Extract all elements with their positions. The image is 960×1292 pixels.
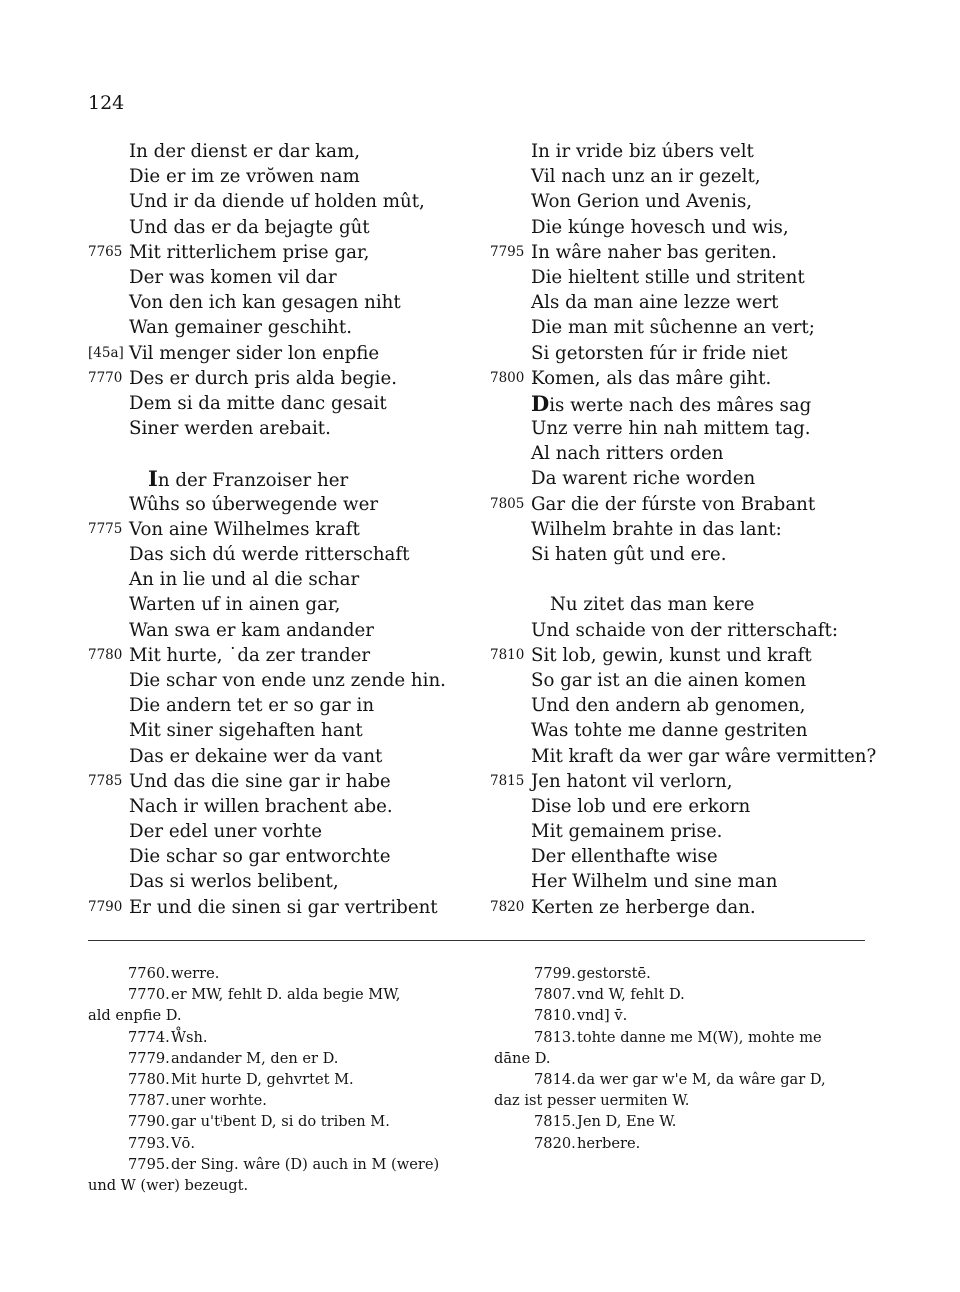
note-text: da wer gar w'e M, da wâre gar D, bbox=[577, 1071, 826, 1089]
note-text: der Sing. wâre (D) auch in M (were) bbox=[171, 1155, 440, 1173]
verse-text: Das er dekaine wer da vant bbox=[129, 745, 383, 767]
verse-line bbox=[490, 366, 885, 391]
verse-line bbox=[490, 240, 885, 265]
verse-line bbox=[490, 718, 885, 743]
verse-text: Was tohte me danne gestriten bbox=[531, 720, 808, 742]
verse-line bbox=[88, 844, 483, 869]
verse-line bbox=[88, 869, 483, 894]
verse-text: Mit siner sigehaften hant bbox=[129, 720, 363, 742]
verse-text: Gar die der fúrste von Brabant bbox=[531, 493, 816, 515]
verse-line bbox=[490, 441, 885, 466]
note-text: uner worhte. bbox=[171, 1092, 267, 1110]
verse-text: Si getorsten fúr ir fride niet bbox=[531, 342, 788, 364]
verse-text: Das si werlos belibent, bbox=[129, 871, 339, 893]
verse-line bbox=[490, 769, 885, 794]
verse-text: Siner werden arebait. bbox=[129, 418, 331, 440]
note-text: Mit hurte D, gehvrtet M. bbox=[171, 1071, 354, 1089]
verse-line bbox=[490, 895, 885, 920]
verse-text: Die er im ze vrŏwen nam bbox=[129, 166, 360, 188]
verse-text: Komen, als das mâre giht. bbox=[531, 367, 772, 389]
verse-text: Mit gemainem prise. bbox=[531, 821, 723, 843]
line-number: 7775 bbox=[88, 520, 123, 537]
note-text: werre. bbox=[171, 965, 220, 982]
verse-text: Und schaide von der ritterschaft: bbox=[531, 619, 838, 641]
note-line-ref: 7815. bbox=[534, 1113, 576, 1131]
verse-line bbox=[490, 517, 885, 542]
verse-line bbox=[490, 215, 885, 240]
verse-line bbox=[88, 618, 483, 643]
verse-text: Vil nach unz an ir gezelt, bbox=[531, 166, 761, 188]
verse-text: Der edel uner vorhte bbox=[129, 821, 322, 843]
verse-line bbox=[490, 643, 885, 668]
page-number: 124 bbox=[88, 92, 125, 114]
verse-line bbox=[88, 895, 483, 920]
note-line-ref: 7793. bbox=[128, 1134, 170, 1152]
verse-line bbox=[490, 592, 885, 617]
note-line-ref: 7814. bbox=[534, 1071, 576, 1089]
verse-text: Von den ich kan gesagen niht bbox=[129, 292, 401, 314]
note-text-continued: und W (wer) bezeugt. bbox=[88, 1177, 249, 1195]
verse-text: Die schar von ende unz zende hin. bbox=[129, 669, 446, 691]
note-text: vnd W, fehlt D. bbox=[577, 986, 685, 1004]
apparatus-notes-right bbox=[494, 963, 879, 1154]
verse-line bbox=[88, 391, 483, 416]
verse-text: Da warent riche worden bbox=[531, 468, 756, 490]
verse-line bbox=[88, 643, 483, 668]
verse-line bbox=[490, 693, 885, 718]
verse-text: Mit ritterlichem prise gar, bbox=[129, 241, 370, 263]
verse-text: Und den andern ab genomen, bbox=[531, 695, 806, 717]
verse-text: Der was komen vil dar bbox=[129, 266, 337, 288]
verse-line bbox=[88, 744, 483, 769]
verse-line bbox=[88, 592, 483, 617]
verse-text: Wilhelm brahte in das lant: bbox=[531, 518, 782, 540]
apparatus-note bbox=[88, 1069, 473, 1090]
verse-line bbox=[490, 567, 885, 592]
verse-text: Sit lob, gewin, kunst und kraft bbox=[531, 644, 812, 666]
apparatus-notes-left bbox=[88, 963, 473, 1196]
line-number: 7810 bbox=[490, 646, 525, 663]
verse-text: Her Wilhelm und sine man bbox=[531, 871, 778, 893]
verse-text: Und ir da diende uf holden mût, bbox=[129, 191, 425, 213]
apparatus-note bbox=[88, 984, 473, 1026]
verse-text-rest: n der Franzoiser her bbox=[157, 470, 349, 492]
note-line-ref: 7780. bbox=[128, 1071, 170, 1089]
note-line-ref: 7810. bbox=[534, 1007, 576, 1025]
note-line-ref: 7813. bbox=[534, 1028, 576, 1046]
apparatus-note bbox=[494, 1005, 879, 1026]
apparatus-note bbox=[88, 1133, 473, 1154]
verse-line bbox=[490, 391, 885, 416]
line-number: 7785 bbox=[88, 772, 123, 789]
note-text: herbere. bbox=[577, 1134, 641, 1152]
note-text: Vō. bbox=[171, 1134, 195, 1152]
verse-text: Al nach ritters orden bbox=[531, 443, 724, 465]
line-number: [45a] bbox=[88, 344, 124, 361]
verse-text bbox=[531, 391, 811, 418]
line-number: 7780 bbox=[88, 646, 123, 663]
verse-line bbox=[88, 693, 483, 718]
verse-line bbox=[88, 441, 483, 466]
initial-letter: D bbox=[531, 390, 550, 416]
verse-line bbox=[88, 189, 483, 214]
line-number: 7800 bbox=[490, 369, 525, 386]
verse-line bbox=[490, 819, 885, 844]
verse-line bbox=[490, 844, 885, 869]
verse-line bbox=[490, 618, 885, 643]
note-text: er MW, fehlt D. alda begie MW, bbox=[171, 986, 401, 1004]
initial-letter: I bbox=[148, 466, 158, 492]
verse-text: Der ellenthafte wise bbox=[531, 846, 718, 868]
verse-text: An in lie und al die schar bbox=[129, 569, 360, 591]
note-text: W̊sh. bbox=[171, 1028, 208, 1046]
verse-line bbox=[88, 341, 483, 366]
line-number: 7770 bbox=[88, 369, 123, 386]
note-text: gestorstē. bbox=[577, 965, 651, 982]
apparatus-note bbox=[494, 1133, 879, 1154]
verse-text: So gar ist an die ainen komen bbox=[531, 669, 807, 691]
apparatus-note bbox=[88, 1111, 473, 1132]
note-line-ref: 7807. bbox=[534, 986, 576, 1004]
note-line-ref: 7820. bbox=[534, 1134, 576, 1152]
note-line-ref: 7790. bbox=[128, 1113, 170, 1131]
note-line-ref: 7795. bbox=[128, 1155, 170, 1173]
verse-text: Die andern tet er so gar in bbox=[129, 695, 375, 717]
apparatus-note bbox=[88, 963, 473, 984]
verse-text: Und das er da bejagte gût bbox=[129, 216, 370, 238]
verse-line bbox=[490, 139, 885, 164]
verse-text: Von aine Wilhelmes kraft bbox=[129, 518, 360, 540]
line-number: 7815 bbox=[490, 772, 525, 789]
note-line-ref: 7770. bbox=[128, 986, 170, 1004]
verse-text: Mit kraft da wer gar wâre vermitten? bbox=[531, 745, 877, 767]
apparatus-note bbox=[494, 1069, 879, 1111]
verse-line bbox=[88, 668, 483, 693]
apparatus-note bbox=[88, 1027, 473, 1048]
note-text: tohte danne me M(W), mohte me bbox=[577, 1028, 822, 1046]
verse-line bbox=[88, 492, 483, 517]
verse-text: Des er durch pris alda begie. bbox=[129, 367, 398, 389]
line-number: 7795 bbox=[490, 243, 525, 260]
verse-line bbox=[88, 769, 483, 794]
verse-text: Won Gerion und Avenis, bbox=[531, 191, 753, 213]
verse-text: Si haten gût und ere. bbox=[531, 544, 727, 565]
verse-line bbox=[88, 215, 483, 240]
verse-text: Warten uf in ainen gar, bbox=[129, 594, 341, 616]
verse-text bbox=[148, 466, 348, 493]
verse-text: Jen hatont vil verlorn, bbox=[531, 770, 733, 792]
verse-text: Nach ir willen brachent abe. bbox=[129, 795, 393, 817]
verse-text: Nu zitet das man kere bbox=[550, 594, 755, 616]
verse-line bbox=[88, 718, 483, 743]
verse-text: Die hieltent stille und stritent bbox=[531, 266, 805, 288]
verse-text: Kerten ze herberge dan. bbox=[531, 896, 756, 918]
verse-line bbox=[88, 265, 483, 290]
verse-line bbox=[88, 164, 483, 189]
apparatus-note bbox=[494, 984, 879, 1005]
footnote-divider bbox=[88, 940, 865, 941]
verse-line bbox=[490, 794, 885, 819]
note-text: gar u'tⁱbent D, si do triben M. bbox=[171, 1113, 390, 1131]
note-text: Jen D, Ene W. bbox=[577, 1113, 677, 1131]
verse-text: Mit hurte, ˙da zer trander bbox=[129, 644, 371, 666]
line-number: 7765 bbox=[88, 243, 123, 260]
apparatus-note bbox=[88, 1154, 473, 1196]
note-line-ref: 7774. bbox=[128, 1028, 170, 1046]
verse-text: Die schar so gar entworchte bbox=[129, 846, 391, 868]
verse-line bbox=[88, 240, 483, 265]
apparatus-note bbox=[494, 1027, 879, 1069]
verse-text: Er und die sinen si gar vertribent bbox=[129, 896, 438, 918]
verse-line bbox=[490, 466, 885, 491]
verse-text: Die man mit sûchenne an vert; bbox=[531, 317, 815, 339]
line-number: 7820 bbox=[490, 898, 525, 915]
apparatus-note bbox=[88, 1048, 473, 1069]
verse-line bbox=[490, 492, 885, 517]
verse-line bbox=[490, 265, 885, 290]
note-line-ref: 7799. bbox=[534, 965, 576, 982]
verse-text: Wan swa er kam andander bbox=[129, 619, 374, 641]
verse-line bbox=[88, 542, 483, 567]
verse-text: Die kúnge hovesch und wis, bbox=[531, 216, 789, 238]
verse-line bbox=[490, 290, 885, 315]
verse-text-rest: is werte nach des mâres sag bbox=[549, 394, 812, 416]
line-number: 7805 bbox=[490, 495, 525, 512]
note-text-continued: daz ist pesser uermiten W. bbox=[494, 1092, 690, 1110]
verse-text: Unz verre hin nah mittem tag. bbox=[531, 418, 811, 440]
verse-line bbox=[88, 366, 483, 391]
verse-column-right bbox=[490, 139, 885, 920]
verse-text: In der dienst er dar kam, bbox=[129, 141, 361, 162]
verse-text: Dem si da mitte danc gesait bbox=[129, 392, 387, 414]
verse-line bbox=[88, 416, 483, 441]
verse-text: Wûhs so úberwegende wer bbox=[129, 493, 379, 515]
line-number: 7790 bbox=[88, 898, 123, 915]
verse-line bbox=[490, 164, 885, 189]
apparatus-note bbox=[88, 1090, 473, 1111]
verse-line bbox=[88, 139, 483, 164]
note-text: vnd] v̄. bbox=[577, 1007, 628, 1025]
verse-line bbox=[490, 416, 885, 441]
verse-line bbox=[490, 869, 885, 894]
verse-line bbox=[88, 466, 483, 491]
verse-text: Vil menger sider lon enpfie bbox=[129, 342, 380, 364]
verse-line bbox=[88, 517, 483, 542]
verse-line bbox=[88, 567, 483, 592]
verse-line bbox=[490, 189, 885, 214]
verse-line bbox=[88, 819, 483, 844]
verse-line bbox=[490, 744, 885, 769]
verse-text: Und das die sine gar ir habe bbox=[129, 770, 391, 792]
verse-line bbox=[88, 794, 483, 819]
verse-line bbox=[490, 542, 885, 567]
verse-line bbox=[88, 290, 483, 315]
verse-text: In ir vride biz úbers velt bbox=[531, 141, 754, 162]
verse-text: Das sich dú werde ritterschaft bbox=[129, 544, 410, 565]
verse-column-left bbox=[88, 139, 483, 920]
verse-text: Wan gemainer geschiht. bbox=[129, 317, 352, 339]
verse-text: Dise lob und ere erkorn bbox=[531, 795, 751, 817]
note-line-ref: 7779. bbox=[128, 1049, 170, 1067]
apparatus-note bbox=[494, 1111, 879, 1132]
note-line-ref: 7760. bbox=[128, 965, 170, 982]
apparatus-note bbox=[494, 963, 879, 984]
verse-line bbox=[490, 341, 885, 366]
verse-text: In wâre naher bas geriten. bbox=[531, 241, 777, 263]
note-text-continued: ald enpfie D. bbox=[88, 1007, 182, 1025]
note-text: andander M, den er D. bbox=[171, 1049, 339, 1067]
note-text-continued: dāne D. bbox=[494, 1049, 551, 1067]
verse-line bbox=[490, 668, 885, 693]
verse-line bbox=[490, 315, 885, 340]
note-line-ref: 7787. bbox=[128, 1092, 170, 1110]
verse-line bbox=[88, 315, 483, 340]
verse-text: Als da man aine lezze wert bbox=[531, 292, 779, 314]
